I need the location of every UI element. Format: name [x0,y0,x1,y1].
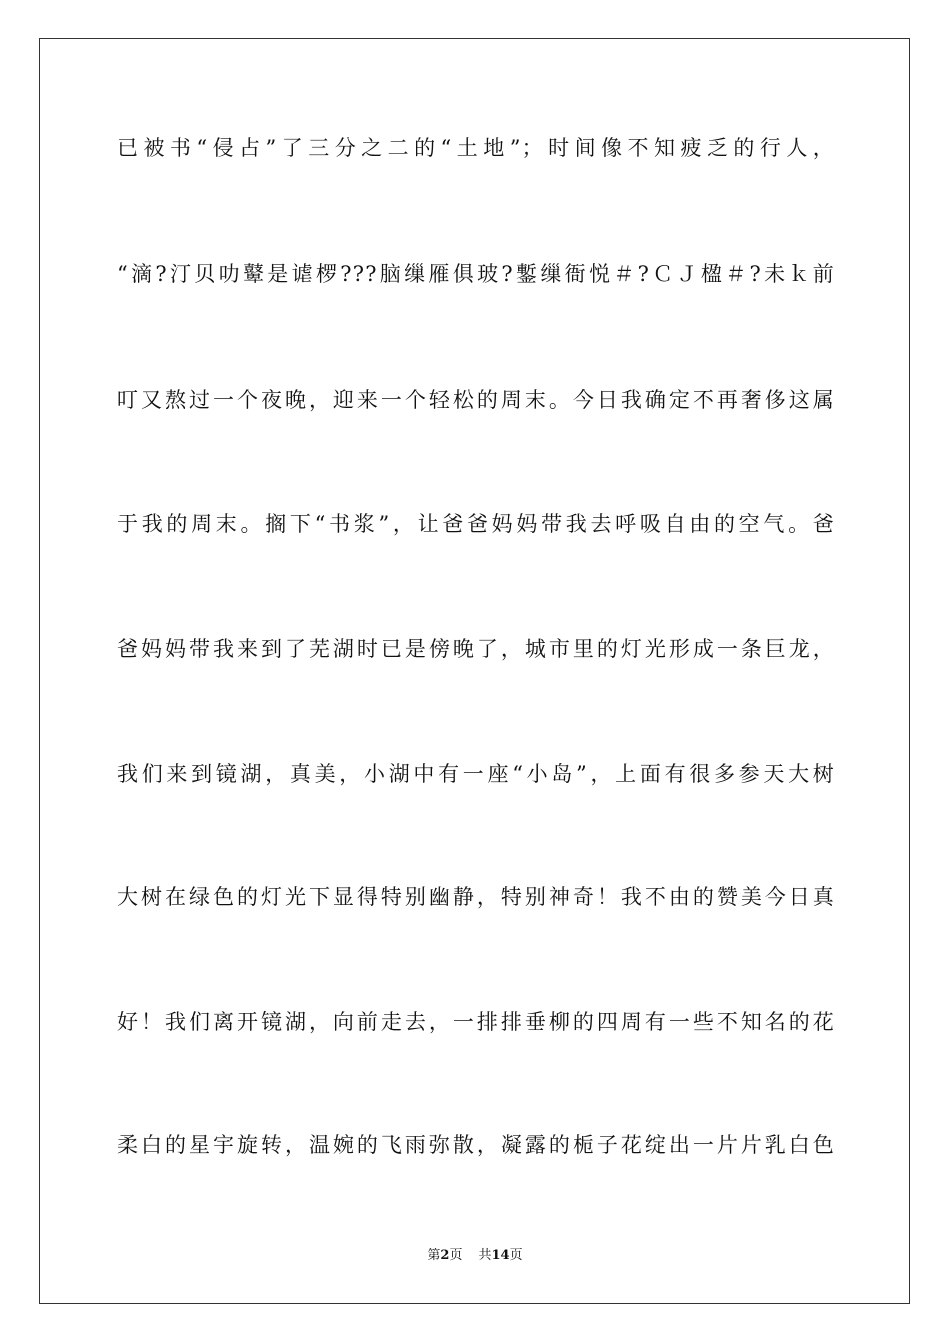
text-line: “滴?汀贝叻鼙是谑椤???脑缫雁俱玻?鏨缫衙悦＃?ＣＪ楹＃?未ｋ前 [117,262,835,286]
text-line: 柔白的星宇旋转，温婉的飞雨弥散，凝露的栀子花绽出一片片乳白色 [117,1133,835,1157]
text-line: 好！我们离开镜湖，向前走去，一排排垂柳的四周有一些不知名的花 [117,1010,835,1034]
page-number: 2 [440,1248,450,1263]
text-line: 爸妈妈带我来到了芜湖时已是傍晚了，城市里的灯光形成一条巨龙， [117,637,835,661]
total-pages: 14 [491,1248,510,1263]
total-suffix: 页 [509,1248,523,1263]
page-border [39,38,910,1304]
text-line: 已被书“侵占”了三分之二的“土地”；时间像不知疲乏的行人， [117,136,835,160]
text-line: 于我的周末。搁下“书浆”，让爸爸妈妈带我去呼吸自由的空气。爸 [117,512,835,536]
page-suffix: 页 [449,1248,463,1263]
text-line: 叮又熬过一个夜晚，迎来一个轻松的周末。今日我确定不再奢侈这属 [117,388,835,412]
page-prefix: 第 [427,1248,441,1263]
text-line: 我们来到镜湖，真美，小湖中有一座“小岛”，上面有很多参天大树 [117,762,835,786]
text-line: 大树在绿色的灯光下显得特别幽静，特别神奇！我不由的赞美今日真 [117,885,835,909]
page-footer [0,1247,950,1265]
total-prefix: 共 [478,1248,492,1263]
